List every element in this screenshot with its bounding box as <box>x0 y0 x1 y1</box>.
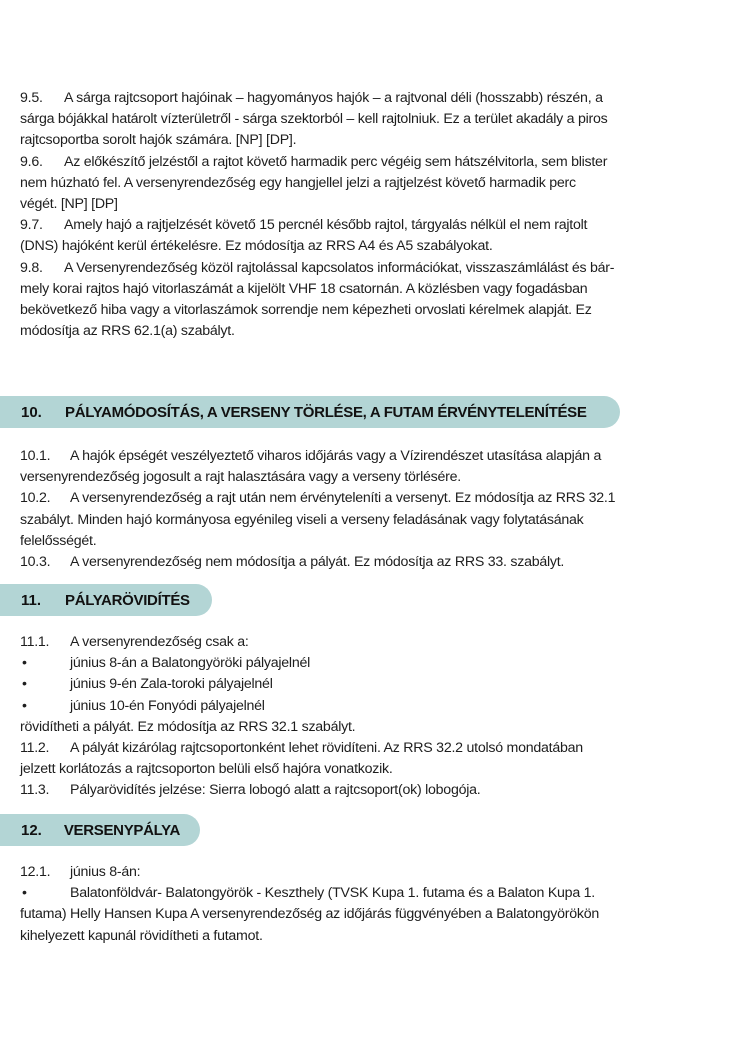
paragraph-line: versenyrendezőség jogosult a rajt halasztására vagy a verseny törlésére. <box>20 469 461 486</box>
bullet-icon: • <box>22 655 27 672</box>
section-12-header <box>0 814 200 846</box>
bullet-icon: • <box>22 885 27 902</box>
item-number: 10.2. <box>20 490 51 507</box>
section-12-items <box>20 862 720 947</box>
paragraph-line: rajtcsoportba sorolt hajók számára. [NP] [DP]. <box>20 132 297 149</box>
paragraph-line: 11.1. A versenyrendezőség csak a: <box>20 632 720 653</box>
paragraph-line: (DNS) hajóként kerül értékelésre. Ez módosítja az RRS A4 és A5 szabályokat. <box>20 238 493 255</box>
paragraph-line: 9.5. A sárga rajtcsoport hajóinak – hagyományos hajók – a rajtvonal déli (hosszabb) részén, a <box>20 88 720 109</box>
paragraph-line: bekövetkező hiba vagy a vitorlaszámok sorrendje nem képezheti orvoslati kérelmek alapját. Ez <box>20 302 592 319</box>
bullet-item: • Balatonföldvár- Balatongyörök - Keszthely (TVSK Kupa 1. futama és a Balaton Kupa 1. <box>20 883 720 904</box>
item-number: 10.3. <box>20 554 51 571</box>
section-10-header <box>0 396 620 428</box>
paragraph-line: 11.2. A pályát kizárólag rajtcsoportonként lehet rövidíteni. Az RRS 32.2 utolsó mondatában <box>20 738 720 759</box>
paragraph-line: futama) Helly Hansen Kupa A versenyrendezőség az időjárás függvényében a Balatongyörökön <box>20 906 599 923</box>
section-9-items <box>20 88 720 342</box>
paragraph-line: nem húzható fel. A versenyrendezőség egy hangjellel jelzi a rajtjelzést követő harmadik perc <box>20 174 576 191</box>
paragraph-line: 10.2. A versenyrendezőség a rajt után nem érvényteleníti a versenyt. Ez módosítja az RRS 32.1 <box>20 488 720 509</box>
section-title: PÁLYARÖVIDÍTÉS <box>65 591 190 609</box>
section-10-items <box>20 446 720 573</box>
item-number: 11.1. <box>20 634 50 650</box>
bullet-icon: • <box>22 676 27 693</box>
paragraph-line: felelősségét. <box>20 532 97 549</box>
item-number: 11.3. <box>20 782 50 799</box>
bullet-icon: • <box>22 697 27 714</box>
section-11-header <box>0 584 212 616</box>
section-title: PÁLYAMÓDOSÍTÁS, A VERSENY TÖRLÉSE, A FUTAM ÉRVÉNYTELENÍTÉSE <box>65 403 587 421</box>
bullet-item: • június 9-én Zala-toroki pályajelnél <box>20 674 720 695</box>
paragraph-line: szabályt. Minden hajó kormányosa egyénileg viseli a verseny feladásának vagy folytatásának <box>20 511 584 528</box>
paragraph-line: rövidítheti a pályát. Ez módosítja az RRS 32.1 szabályt. <box>20 718 356 735</box>
paragraph-line: 11.3. Pályarövidítés jelzése: Sierra lobogó alatt a rajtcsoport(ok) lobogója. <box>20 780 720 801</box>
item-number: 9.7. <box>20 217 43 234</box>
item-number: 9.6. <box>20 153 43 170</box>
paragraph-line: 10.1. A hajók épségét veszélyeztető viharos időjárás vagy a Vízirendészet utasítása alapján a <box>20 446 720 467</box>
paragraph-line: 9.6. Az előkészítő jelzéstől a rajtot követő harmadik perc végéig sem hátszélvitorla, sem blister <box>20 152 720 173</box>
item-number: 10.1. <box>20 448 51 464</box>
section-11-items <box>20 632 720 802</box>
section-number: 10. <box>21 403 42 421</box>
paragraph-line: 10.3. A versenyrendezőség nem módosítja a pályát. Ez módosítja az RRS 33. szabályt. <box>20 552 720 573</box>
item-number: 11.2. <box>20 740 50 757</box>
paragraph-line: végét. [NP] [DP] <box>20 196 118 213</box>
bullet-item: • június 10-én Fonyódi pályajelnél <box>20 696 720 717</box>
paragraph-line: jelzett korlátozás a rajtcsoporton belüli első hajóra vonatkozik. <box>20 761 393 778</box>
bullet-item: • június 8-án a Balatongyöröki pályajelnél <box>20 653 720 674</box>
paragraph-line: 9.8. A Versenyrendezőség közöl rajtolással kapcsolatos információkat, visszaszámlálást és bár- <box>20 258 720 279</box>
paragraph-line: módosítja az RRS 62.1(a) szabályt. <box>20 323 235 340</box>
paragraph-line: 12.1. június 8-án: <box>20 862 720 883</box>
paragraph-line: kihelyezett kapunál rövidítheti a futamot. <box>20 927 263 944</box>
section-title: VERSENYPÁLYA <box>63 821 180 839</box>
item-number: 9.5. <box>20 90 43 106</box>
section-number: 12. <box>21 821 42 839</box>
paragraph-line: sárga bójákkal határolt vízterületről - sárga szektorból – kell rajtolniuk. Ez a terület akadály a piros <box>20 111 608 128</box>
paragraph-line: 9.7. Amely hajó a rajtjelzését követő 15 percnél később rajtol, tárgyalás nélkül el nem rajtolt <box>20 215 720 236</box>
item-number: 12.1. <box>20 864 51 880</box>
item-number: 9.8. <box>20 259 43 276</box>
section-number: 11. <box>21 591 42 609</box>
paragraph-line: mely korai rajtos hajó vitorlaszámát a kijelölt VHF 18 csatornán. A közlésben vagy fogadásban <box>20 280 588 297</box>
